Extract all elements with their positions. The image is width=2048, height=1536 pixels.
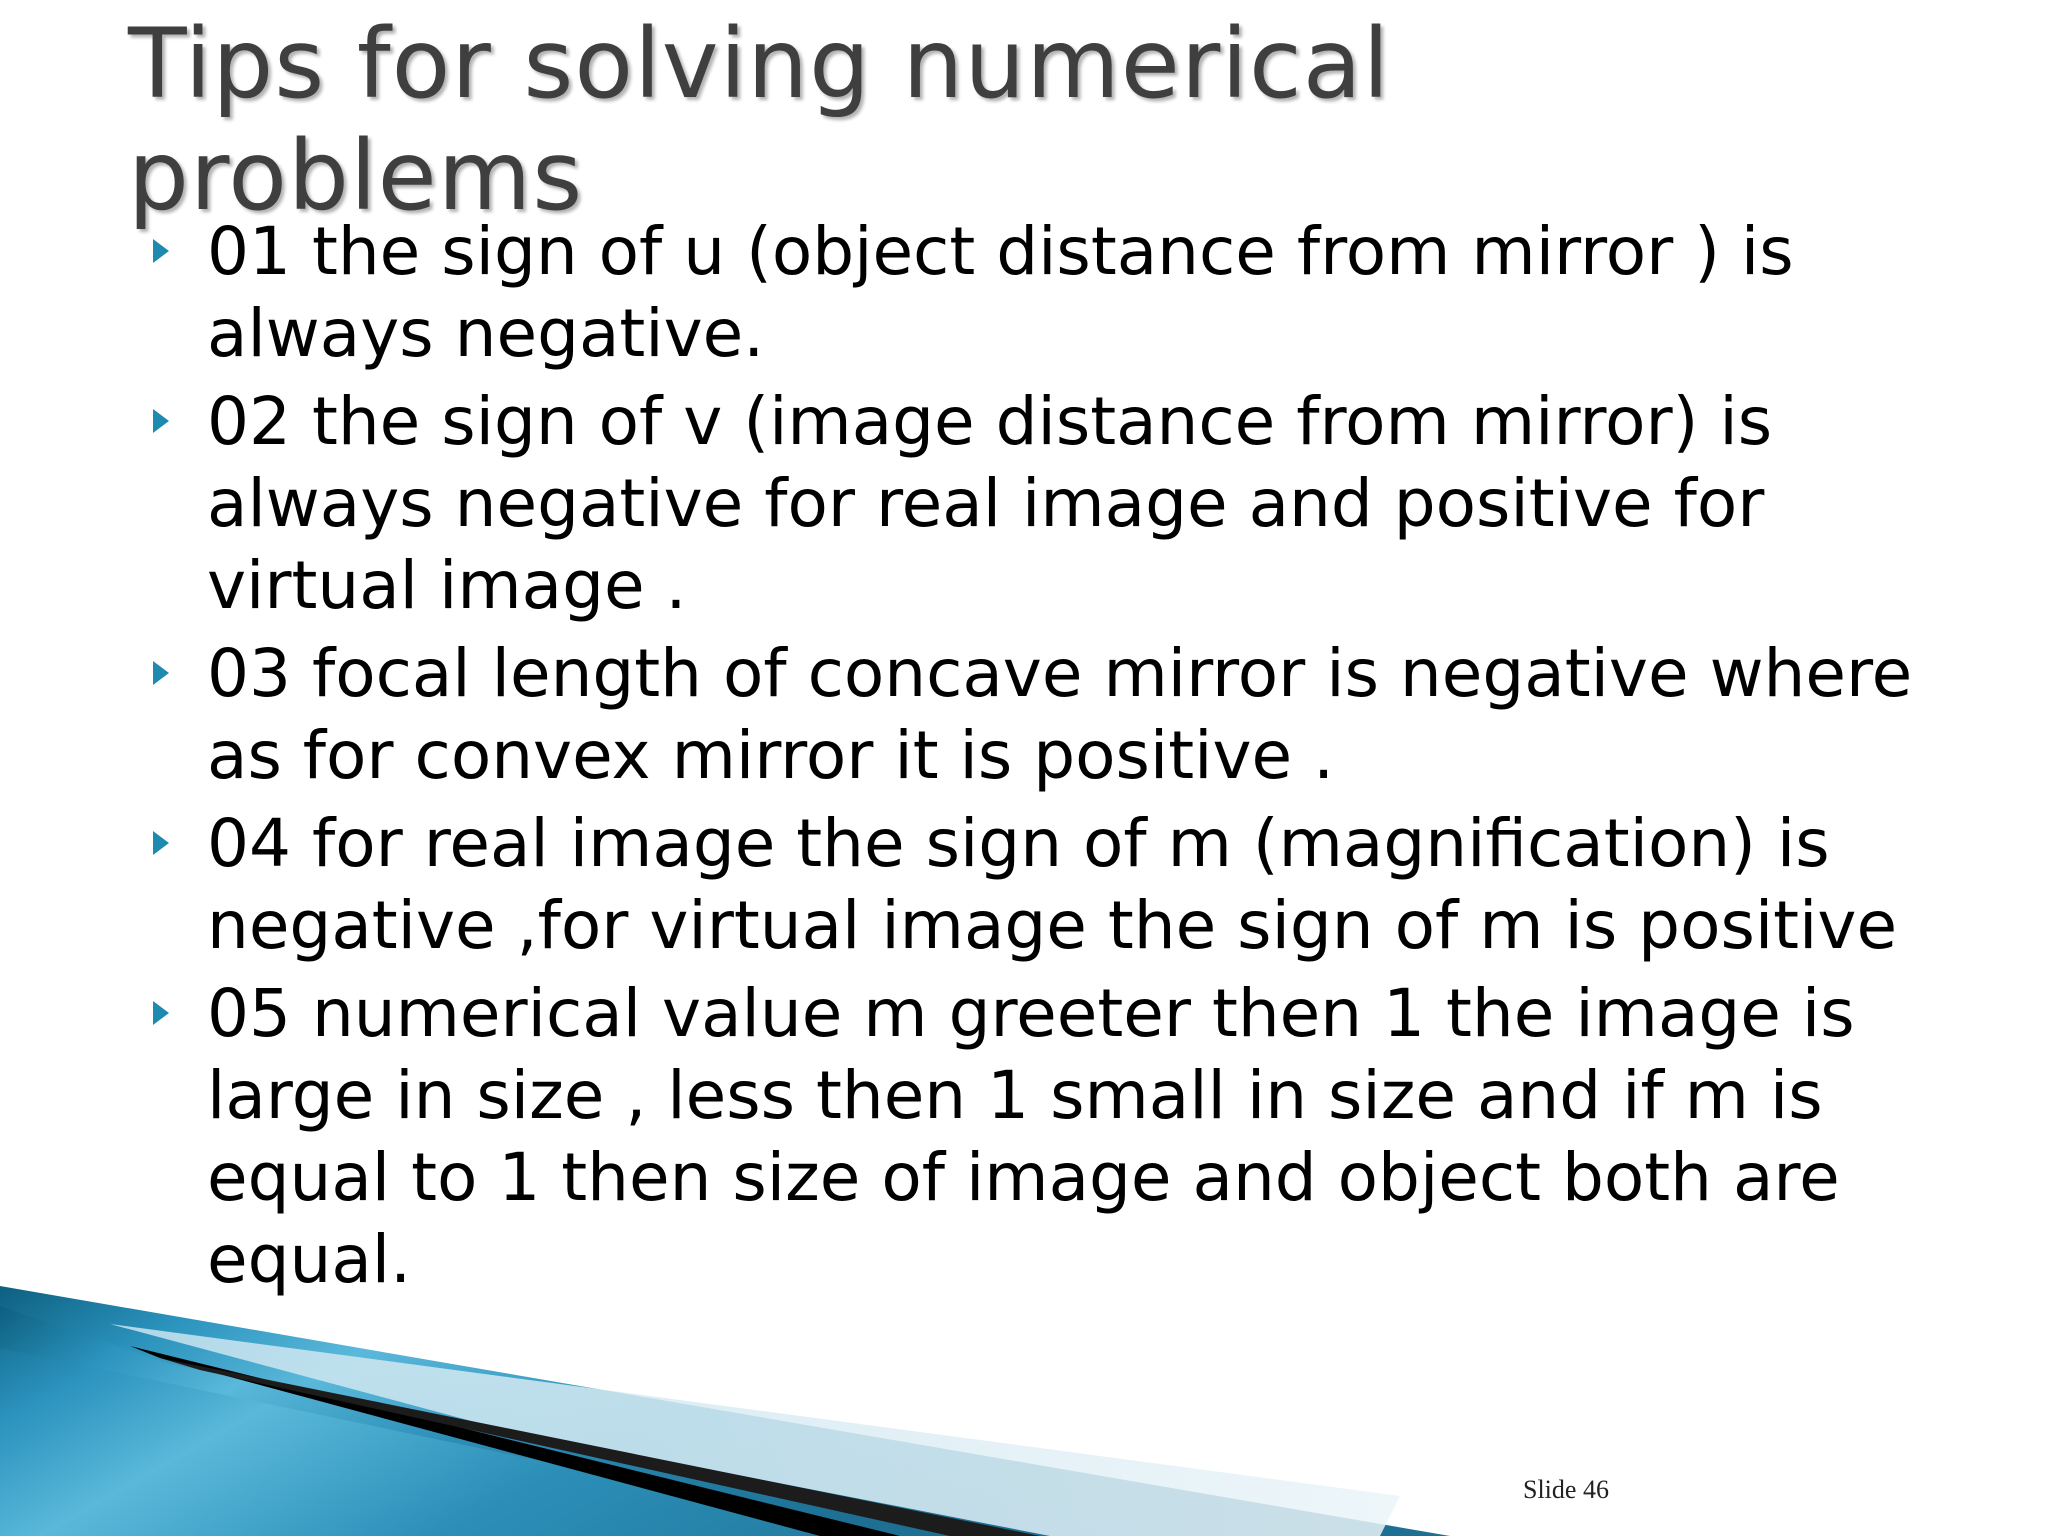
bullet-item-1: [145, 211, 1945, 375]
decorative-swoosh: [0, 1286, 2048, 1536]
bullet-list: [145, 211, 1945, 1307]
bullet-item-4: [145, 803, 1945, 967]
bullet-item-5: [145, 973, 1945, 1301]
triangle-right-icon: [153, 1001, 169, 1025]
bullet-item-2: [145, 381, 1945, 627]
triangle-right-icon: [153, 661, 169, 685]
triangle-right-icon: [153, 831, 169, 855]
triangle-right-icon: [153, 239, 169, 263]
bullet-text: 01 the sign of u (object distance from mirror ) is always negative.: [207, 213, 1794, 372]
bullet-item-3: [145, 633, 1945, 797]
slide-number: Slide 46: [1523, 1475, 1609, 1504]
bullet-text: 05 numerical value m greeter then 1 the image is large in size , less then 1 small in size and if m is equal to 1 then size of image and object both are equal.: [207, 975, 1855, 1298]
slide-title: Tips for solving numerical problems: [128, 8, 1391, 232]
bullet-text: 04 for real image the sign of m (magnification) is negative ,for virtual image the sign of m is positive: [207, 805, 1898, 964]
triangle-right-icon: [153, 409, 169, 433]
bullet-text: 03 focal length of concave mirror is negative where as for convex mirror it is positive .: [207, 635, 1913, 794]
bullet-text: 02 the sign of v (image distance from mirror) is always negative for real image and positive for virtual image .: [207, 383, 1773, 624]
